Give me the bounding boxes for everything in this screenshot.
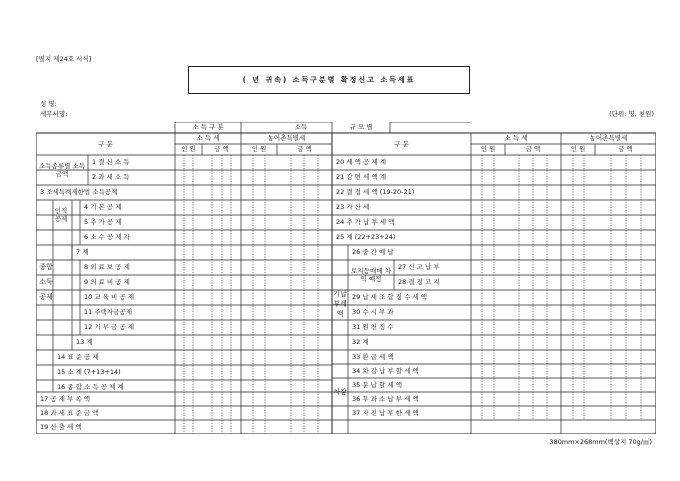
scale-label: 규 모 별	[349, 123, 373, 132]
right-row-26: 26 중 간 예 납	[352, 248, 394, 257]
left-rural-persons-header: 인 원	[251, 145, 267, 154]
left-row-16: 16 종 합 소 득 공 제 계	[57, 383, 124, 392]
right-row-33: 33 환 급 세 액	[352, 352, 394, 361]
right-row-22: 22 결 정 세 액 (19-20-21)	[336, 188, 415, 197]
land-sale-group: 토지등매매 차익 예정	[351, 266, 391, 283]
right-rural-amount-header: 금 액	[618, 145, 633, 154]
right-category-header: 구 분	[394, 139, 409, 148]
right-row-30: 30 수 시 부 과	[352, 308, 394, 317]
right-rural-tax-header: 농어촌특별세	[589, 134, 628, 143]
right-row-37: 37 자 진 납 부 한 세 액	[352, 408, 419, 417]
left-row-12: 12 기 부 금 공 제	[84, 323, 134, 332]
personal-deduction-group: 인적공제	[54, 206, 68, 223]
right-row-23: 23 가 산 세	[336, 203, 370, 212]
left-rural-tax-header: 농어촌특별세	[267, 134, 306, 143]
left-amount-header: 금 액	[214, 145, 229, 154]
left-income-tax-header: 소 득 세	[196, 134, 220, 143]
left-persons-header: 인 원	[181, 145, 196, 154]
left-row-5: 5 추 가 공 제	[84, 218, 122, 227]
right-row-34: 34 차 감 납 부 할 세 액	[352, 366, 419, 375]
left-row-8: 8 외 료 보 공 제	[84, 263, 130, 272]
deduction-group: 차감	[333, 387, 347, 396]
left-row-10: 10 교 육 비 공 제	[84, 293, 134, 302]
right-row-31: 31 원 천 징 수	[352, 323, 394, 332]
left-row-13: 13 계	[76, 338, 93, 347]
prepaid-tax-group: 기납부세액	[333, 290, 347, 318]
right-row-21: 21 감 면 세 액 계	[336, 173, 386, 182]
left-category-header: 구 분	[98, 139, 113, 148]
left-rural-amount-header: 금 액	[297, 145, 312, 154]
form-title: ( 년 귀속) 소득구분별 확정신고 소득세표	[188, 66, 470, 94]
right-row-36: 36 무 과 소 납 부 세 액	[352, 394, 419, 403]
right-amount-header: 금 액	[525, 145, 541, 154]
left-row-1: 1 결 산 소 득	[92, 158, 130, 167]
right-row-27: 27 신 고 납 부	[398, 263, 440, 272]
left-row-17: 17 공 제 부 족 액	[40, 394, 90, 403]
income-type-group: 소득종류별 소득 금액	[38, 161, 86, 178]
left-row-4: 4 기 본 공 제	[84, 203, 122, 212]
income-label: 소득	[294, 123, 308, 132]
office-label: 세무서명:	[40, 110, 68, 118]
income-category-label: 소 득 구 분	[192, 123, 224, 132]
form-number: [별지 제24호 서식]	[36, 55, 92, 63]
left-row-9: 9 의 료 비 공 제	[84, 278, 130, 287]
name-label: 성 명:	[40, 100, 57, 108]
paper-spec-footnote: 380mm×268mm(백상지 70g/㎡)	[549, 438, 652, 446]
right-row-35: 35 분 납 할 세 액	[352, 380, 402, 389]
right-rural-persons-header: 인 원	[570, 145, 586, 154]
right-row-28: 28 결 정 고 지	[398, 278, 440, 287]
left-row-3: 3 조세특례제한법 소득공제	[40, 188, 118, 197]
right-row-25: 25 계 (22+23+24)	[336, 233, 396, 242]
left-row-15: 15 소 계 (7+13+14)	[57, 368, 121, 377]
right-persons-header: 인 원	[480, 145, 496, 154]
right-row-29: 29 납 세 조 합 징 수 세 액	[352, 293, 428, 302]
left-row-6: 6 소 수 공 제 자	[84, 233, 130, 242]
left-row-14: 14 표 준 공 제	[57, 353, 99, 362]
left-row-11: 11 주택자금공제	[84, 308, 133, 317]
right-row-24: 24 추 가 납 부 세 액	[336, 218, 395, 227]
right-row-32: 32 계	[352, 338, 369, 347]
left-row-18: 18 과 세 표 준 금 액	[40, 408, 99, 417]
unit-note: (단위: 명, 천원)	[609, 110, 654, 118]
left-row-2: 2 과 세 소 득	[92, 173, 130, 182]
right-income-tax-header: 소 득 세	[504, 134, 528, 143]
left-row-7: 7 계	[76, 248, 89, 257]
comprehensive-deduction-group: 종합소득공제	[39, 263, 53, 301]
right-row-20: 20 세 액 공 제 계	[336, 158, 386, 167]
left-row-19: 19 산 출 세 액	[40, 422, 82, 431]
